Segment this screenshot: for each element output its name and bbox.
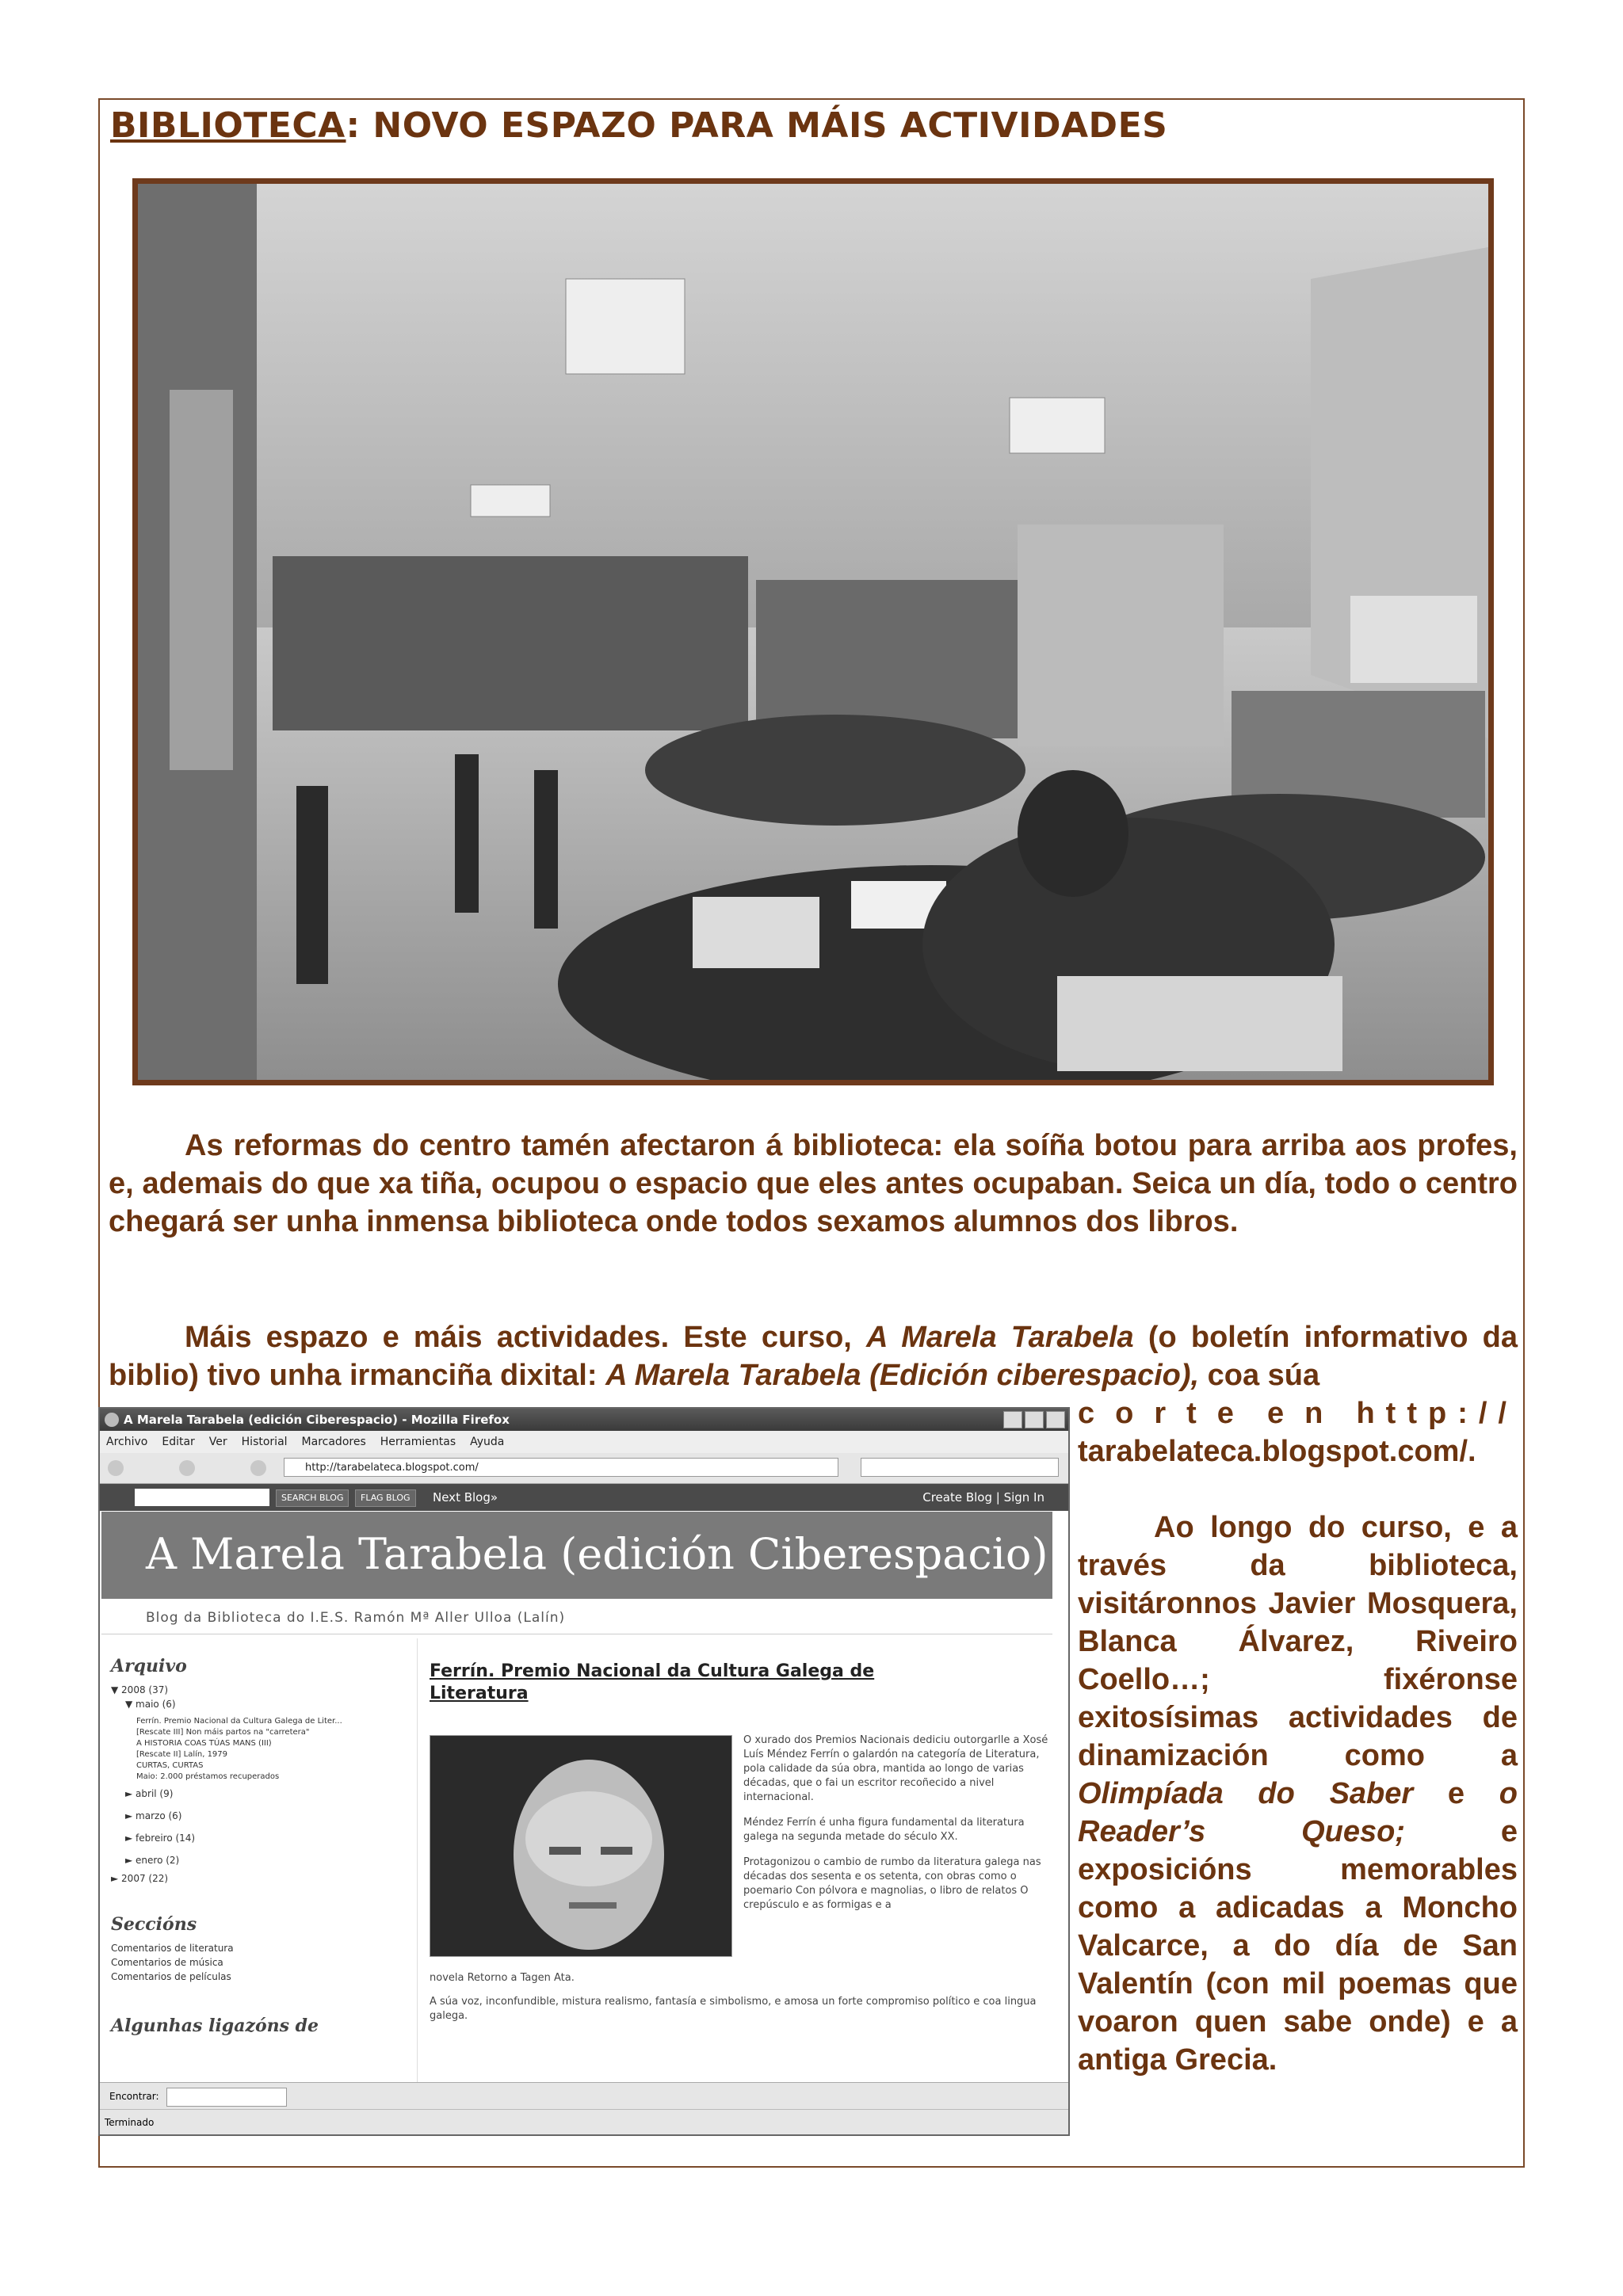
firefox-icon xyxy=(105,1413,119,1427)
next-blog-link[interactable]: Next Blog» xyxy=(433,1490,498,1505)
blog-sidebar xyxy=(111,1646,412,2042)
find-bar xyxy=(100,2082,1068,2109)
browser-screenshot xyxy=(98,1407,1070,2136)
create-blog-link[interactable]: Create Blog | Sign In xyxy=(922,1490,1044,1505)
blog-post xyxy=(430,1661,1064,2022)
find-label: Encontrar: xyxy=(109,2091,159,2102)
right-column xyxy=(1078,1394,1518,2079)
page-title xyxy=(110,105,1167,146)
p2-title-italic: A Marela Tarabela xyxy=(866,1321,1134,1354)
archive-month[interactable]: ► marzo (6) xyxy=(125,1810,182,1821)
sections-heading: Seccións xyxy=(111,1914,197,1935)
status-bar: Terminado xyxy=(100,2109,1068,2134)
archive-post[interactable]: Maio: 2.000 préstamos recuperados xyxy=(136,1772,280,1781)
word-en: en xyxy=(1267,1397,1344,1430)
blog-search-input[interactable] xyxy=(135,1489,269,1506)
archive-post[interactable]: CURTAS, CURTAS xyxy=(136,1761,204,1770)
sidebar-divider xyxy=(417,1638,418,2082)
archive-may[interactable]: ▼ maio (6) xyxy=(125,1699,176,1710)
blog-url-link[interactable]: tarabelateca.blogspot.com/. xyxy=(1078,1435,1476,1468)
menu-marcadores[interactable]: Marcadores xyxy=(301,1436,366,1448)
archive-month[interactable]: ► febreiro (14) xyxy=(125,1833,196,1844)
p2-text-c: (o boletín informativo da biblio) tivo unha irmanciña dixital: xyxy=(109,1321,1518,1392)
word-http: http:// xyxy=(1356,1397,1518,1430)
address-bar[interactable]: http://tarabelateca.blogspot.com/ xyxy=(284,1458,838,1477)
archive-post[interactable]: [Rescate III] Non máis partos na "carretera" xyxy=(136,1728,310,1737)
blog-title[interactable]: A Marela Tarabela (edición Ciberespacio) xyxy=(146,1529,1048,1579)
archive-month[interactable]: ► enero (2) xyxy=(125,1855,180,1866)
post-title[interactable]: Ferrín. Premio Nacional da Cultura Galega de Literatura xyxy=(430,1661,875,1703)
menu-herramientas[interactable]: Herramientas xyxy=(380,1436,456,1448)
search-blog-button[interactable]: SEARCH BLOG xyxy=(276,1489,349,1507)
p3-text-a: Ao longo do curso, e a través da biblioteca, visitáronnos Javier Mosquera, Blanca Álvarez, Riveiro Coello…; fixéronse exitosísimas actividades de dinamización como a xyxy=(1078,1511,1518,1772)
paragraph-actividades xyxy=(109,1318,1518,1394)
paragraph-visitas xyxy=(1078,1508,1518,2079)
menu-archivo[interactable]: Archivo xyxy=(106,1436,148,1448)
post-bottom-text xyxy=(430,1971,1048,2033)
menu-ayuda[interactable]: Ayuda xyxy=(470,1436,505,1448)
archive-post[interactable]: A HISTORIA COAS TÚAS MANS (III) xyxy=(136,1739,272,1748)
archive-post[interactable]: [Rescate II] Lalín, 1979 xyxy=(136,1750,228,1759)
section-link[interactable]: Comentarios de películas xyxy=(111,1971,231,1982)
post-side-text xyxy=(743,1733,1060,1924)
title-rest: : NOVO ESPAZO PARA MÁIS ACTIVIDADES xyxy=(346,105,1168,146)
library-photo xyxy=(132,178,1494,1085)
word-corte: corte xyxy=(1078,1397,1254,1430)
post-paragraph: Méndez Ferrín é unha figura fundamental da literatura galega na segunda metade do século XX. xyxy=(743,1817,1025,1843)
find-input[interactable] xyxy=(166,2088,287,2107)
paragraph-reformas: As reformas do centro tamén afectaron á biblioteca: ela soíña botou para arriba aos profes, e, ademais do que xa tiña, ocupou o espacio que eles antes ocupaban. Seica un día, todo o centro chegará ser unha inmensa biblioteca onde todos sexamos alumnos dos libros. xyxy=(109,1129,1518,1238)
back-icon[interactable] xyxy=(108,1460,124,1476)
section-link[interactable]: Comentarios de música xyxy=(111,1957,223,1968)
flag-blog-button[interactable]: FLAG BLOG xyxy=(355,1489,416,1507)
post-paragraph: novela Retorno a Tagen Ata. xyxy=(430,1972,575,1984)
archive-heading: Arquivo xyxy=(111,1656,187,1676)
archive-2007[interactable]: ► 2007 (22) xyxy=(111,1873,169,1884)
minimize-icon[interactable] xyxy=(1003,1411,1022,1428)
post-paragraph: A súa voz, inconfundible, mistura realismo, fantasía e simbolismo, e amosa un forte compromiso político e coa lingua galega. xyxy=(430,1996,1037,2022)
menu-historial[interactable]: Historial xyxy=(241,1436,288,1448)
browser-titlebar xyxy=(100,1409,1068,1431)
menu-editar[interactable]: Editar xyxy=(162,1436,195,1448)
ferrin-portrait xyxy=(430,1735,732,1957)
window-controls xyxy=(1003,1411,1065,1428)
title-underlined: BIBLIOTECA xyxy=(110,105,346,146)
p2-text-e: coa súa xyxy=(1199,1359,1320,1392)
blogger-navbar xyxy=(100,1484,1068,1511)
p3-olimpiada: Olimpíada do Saber xyxy=(1078,1777,1414,1810)
blog-description: Blog da Biblioteca do I.E.S. Ramón Mª Aller Ulloa (Lalín) xyxy=(146,1610,566,1626)
archive-post[interactable]: Ferrín. Premio Nacional da Cultura Galega de Liter... xyxy=(136,1717,342,1726)
browser-navbar xyxy=(100,1453,1068,1484)
window-title: A Marela Tarabela (edición Ciberespacio) - Mozilla Firefox xyxy=(124,1413,510,1427)
post-paragraph: O xurado dos Premios Nacionais dediciu outorgarlle a Xosé Luís Méndez Ferrín o galardón na categoría de Literatura, pola calidade da súa obra, mantida ao longo de varias décadas, que o fai un escritor recoñecido a nivel internacional. xyxy=(743,1734,1048,1803)
archive-month[interactable]: ► abril (9) xyxy=(125,1788,174,1799)
home-icon[interactable] xyxy=(250,1460,266,1476)
links-heading: Algunhas ligazóns de xyxy=(111,2016,319,2036)
p3-readers-queso: o Reader’s Queso; xyxy=(1078,1777,1518,1848)
p2-edition-italic: A Marela Tarabela (Edición ciberespacio), xyxy=(605,1359,1200,1392)
archive-2008[interactable]: ▼ 2008 (37) xyxy=(111,1684,169,1695)
maximize-icon[interactable] xyxy=(1025,1411,1044,1428)
p3-text-c: e xyxy=(1413,1777,1499,1810)
menu-ver[interactable]: Ver xyxy=(208,1436,227,1448)
section-link[interactable]: Comentarios de literatura xyxy=(111,1943,234,1954)
browser-search-input[interactable] xyxy=(861,1458,1059,1477)
p2-text-a: Máis espazo e máis actividades. Este curso, xyxy=(185,1321,867,1354)
browser-menubar xyxy=(100,1431,1068,1453)
url-intro-line xyxy=(1078,1394,1518,1432)
close-icon[interactable] xyxy=(1046,1411,1065,1428)
p3-text-e: e exposicións memorables como a adicadas a Moncho Valcarce, a do día de San Valentín (con mil poemas que voaron quen sabe onde) e a antiga Grecia. xyxy=(1078,1815,1518,2077)
post-paragraph: Protagonizou o cambio de rumbo da literatura galega nas décadas dos sesenta e os setenta, con obras como o poemario Con pólvora e magnolias, o libro de relatos O crepúsculo e as formigas e a xyxy=(743,1856,1041,1911)
forward-icon[interactable] xyxy=(179,1460,195,1476)
blog-header xyxy=(101,1512,1052,1599)
